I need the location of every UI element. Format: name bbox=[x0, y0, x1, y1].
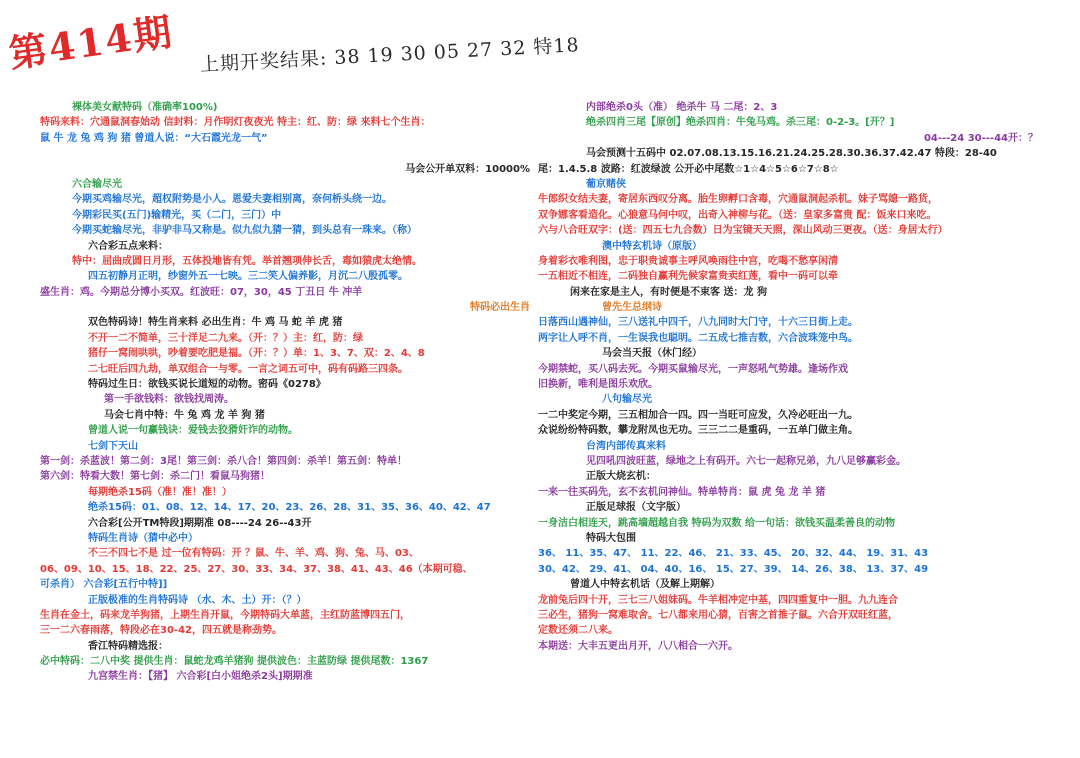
text-line: 今期彩民买(五门)输精光，买（二门，三门）中 bbox=[72, 209, 282, 221]
text-line bbox=[40, 146, 530, 161]
text-line: 牛郎织女结夫妻，寄居东西叹分离。胎生卵孵口含毒，穴通鼠洞起杀机。妹子骂媳一路货， bbox=[538, 194, 938, 206]
text-line: 第一剑：杀蓝波！第二剑：3尾！第三剑：杀八合！第四剑：杀羊！第五剑：特单！ bbox=[40, 455, 407, 467]
text-line: 不开一二不简单，三十洋足二九来。（开：？）主：红，防：绿 bbox=[88, 332, 363, 344]
text-line: 二七旺后四九劫，单双组合一与零。一言之词五可中，码有码路三四条。 bbox=[88, 363, 408, 375]
text-line: 一身洁白相连天，跳高墙超越自我 特码为双数 给一句话：欲钱买温柔善良的动物 bbox=[538, 517, 895, 529]
text-line: 36、 11、35、47、 11、22、46、 21、33、45、 20、32、44、 19、31、43 bbox=[538, 548, 929, 560]
text-line: 三必生，猪狗一窝难取舍。七八都来用心猜，百害之首推子鼠。六合开双旺红蓝， bbox=[538, 609, 898, 621]
text-line: 04---24 30---44开：？ bbox=[923, 132, 1038, 144]
text-line: 鼠 牛 龙 兔 鸡 狗 猪 曾道人说：“大石霞光龙一气” bbox=[40, 132, 268, 144]
text-line: 30、42、 29、41、 04、40、16、 15、27、39、 14、26、38、 13、37、49 bbox=[538, 563, 929, 575]
text-line: 裸体美女献特码（准确率100%) bbox=[72, 102, 218, 113]
text-line: 第一手欲钱料：欲钱找周涛。 bbox=[104, 394, 234, 406]
text-line: 可杀肖） 六合彩[五行中特]] bbox=[40, 579, 168, 591]
text-line: 每期绝杀15码（准！准！准！） bbox=[88, 486, 232, 498]
text-line: 绝杀15码：01、08、12、14、17、20、23、26、28、31、35、36、40、42、47 bbox=[88, 502, 491, 514]
text-line: 正版极准的生肖特码诗 （水、木、土）开：（？） bbox=[88, 594, 307, 606]
text-line: 马会当天报（休门经） bbox=[602, 348, 702, 360]
last-draw-result: 上期开奖结果: 38 19 30 05 27 32 特18 bbox=[199, 34, 581, 76]
text-line: 六与八合旺双字：(送：四五七九合数）日为宝镜天天照，深山风动三更夜。（送：身居太行） bbox=[538, 225, 948, 237]
text-line: 特码生肖诗（猜中必中） bbox=[88, 532, 198, 544]
text-line: 猪仔一窝闹哄哄，吵着要吃肥是福。（开：？）单：1、3、7、双：2、4、8 bbox=[88, 348, 425, 360]
text-line: 马会公开单双料：10000% bbox=[405, 163, 530, 175]
text-line: 两字让人呼不肖，一生误我也聪明。二五成七推吉数，六合波珠笼中鸟。 bbox=[538, 332, 858, 344]
text-line: 第六剑：特看大数！第七剑：杀二门！看鼠马狗猪！ bbox=[40, 471, 270, 483]
text-line: 定数还须二八来。 bbox=[538, 625, 618, 637]
text-line: 特码过生日：欲钱买说长道短的动物。密码《0278》 bbox=[88, 379, 326, 391]
text-line: 内部绝杀0头（准） 绝杀牛 马 二尾：2、3 bbox=[586, 102, 778, 113]
text-line: 生肖在金土，码来龙羊狗猪，上期生肖开鼠，今期特码大单蓝，主红防蓝博四五门， bbox=[40, 609, 410, 621]
text-line: 三一二六春雨落，特段必在30-42，四五就是称劲势。 bbox=[40, 625, 282, 637]
text-line: 一二中奖定今期，三五相加合一四。四一当旺可应发，久冷必旺出一九。 bbox=[538, 409, 858, 421]
text-line: 八句输尽光 bbox=[602, 394, 652, 406]
text-line: 一来一往买码先，玄不玄机问神仙。特单特肖：鼠 虎 兔 龙 羊 猪 bbox=[538, 486, 826, 498]
text-line: 见四吼四波旺蓝，绿地之上有码开。六七一起称兄弟，九八足够赢彩金。 bbox=[586, 455, 906, 467]
text-line: 双色特码诗！特生肖来料 必出生肖：牛 鸡 马 蛇 羊 虎 猪 bbox=[88, 317, 343, 329]
text-line: 日落西山遇神仙，三八送礼中四千，八九同时大门守，十六三日街上走。 bbox=[538, 317, 858, 329]
text-line: 曾先生总纲诗 bbox=[602, 302, 662, 314]
text-line: 本期送：大丰五更出月开，八八相合一六开。 bbox=[538, 640, 738, 652]
text-line: 必中特码：二八中奖 提供生肖：鼠蛇龙鸡羊猪狗 提供波色：主蓝防绿 提供尾数：1367 bbox=[40, 656, 429, 668]
text-line: 七剑下天山 bbox=[88, 440, 138, 452]
text-line: 绝杀四肖三尾【原创】绝杀四肖：牛兔马鸡。杀三尾：0-2-3。[开？] bbox=[586, 117, 895, 129]
text-line: 06、09、10、15、18、22、25、27、30、33、34、37、38、41、43、46（本期可稳、 bbox=[40, 563, 473, 575]
text-line: 九宫禁生肖：【猪】 六合彩[白小姐绝杀2头]期期准 bbox=[88, 671, 313, 683]
text-line: 马会预测十五码中 02.07.08.13.15.16.21.24.25.28.30.36.37.42.47 特段：28-40 bbox=[586, 148, 997, 160]
text-line: 正版大烧玄机： bbox=[586, 471, 656, 483]
text-line: 不三不四七不是 过一位有特码：开 ？鼠、牛、羊、鸡、狗、兔、马、03、 bbox=[88, 548, 419, 560]
text-line: 旧换新，唯利是图乐欢欣。 bbox=[538, 379, 658, 391]
text-line: 特码大包围 bbox=[586, 532, 636, 544]
text-line: 香江特码精选报： bbox=[88, 640, 168, 652]
text-line: 正版足球报（文字版） bbox=[586, 502, 686, 514]
text-line: 尾：1.4.5.8 波路：红波绿波 公开必中尾数☆1☆4☆5☆6☆7☆8☆ bbox=[538, 163, 839, 175]
text-line: 六合输尽光 bbox=[72, 178, 122, 190]
text-line: 澳中特玄机诗（原版） bbox=[602, 240, 702, 252]
issue-title: 第414期 bbox=[6, 8, 177, 77]
text-line: 今期禁蛇，买八码去死。今期买鼠输尽光，一声怒吼气势雄。逢场作戏 bbox=[538, 363, 848, 375]
text-line: 马会七肖中特：牛 兔 鸡 龙 羊 狗 猪 bbox=[104, 409, 265, 421]
text-line: 曾道人中特玄机话（及解上期解） bbox=[570, 579, 720, 591]
text-line: 今期买鸡输尽光，超权附势是小人。恩爱夫妻相别离，奈何桥头绕一边。 bbox=[72, 194, 392, 206]
right-column bbox=[538, 100, 1038, 714]
text-line: 闲来在家是主人，有时便是不束客 送：龙 狗 bbox=[570, 286, 767, 298]
text-line: 四五初静月正明，纱窗外五一七映。三二笑人偏养影，月沉二八殷孤零。 bbox=[88, 271, 408, 283]
text-line: 一五相近不相连，二码独自赢利先候家富贵卖红莲，看中一码可以牵 bbox=[538, 271, 838, 283]
text-line: 六合彩[公开TM特段]期期准 08----24 26--43开 bbox=[88, 517, 312, 529]
text-line: 葡京赌侠 bbox=[586, 178, 626, 190]
text-line: 台湾内部传真来料 bbox=[586, 440, 666, 452]
text-line: 双争娜客看造化。心狼意马何中叹，出奇入神柳与花。（送：皇家多富贵 配：饭来口来吃。 bbox=[538, 209, 937, 221]
text-line: 六合彩五点来料： bbox=[88, 240, 168, 252]
text-line: 身着彩衣唯利图，忠于职贵诚事主呼风唤雨往中宫，吃喝不愁享闲清 bbox=[538, 255, 838, 267]
text-line: 特码必出生肖 bbox=[470, 302, 530, 314]
text-line: 盛生肖：鸡。今期总分博小买双。红波旺：07，30，45 丁丑日 牛 冲羊 bbox=[40, 286, 363, 298]
text-line: 众说纷纷特码数，攀龙附凤也无功。三三二二是重码，一五单门做主角。 bbox=[538, 425, 858, 437]
text-line: 龙前兔后四十开，三七三八姐妹码。牛羊相冲定中基，四四重复中一胆。九九连合 bbox=[538, 594, 898, 606]
text-line: 特码来料：穴通鼠洞春始动 信封料：月作明灯夜夜光 特主：红、防：绿 来料七个生肖： bbox=[40, 117, 431, 129]
text-line: 特中：屈曲成圆日月形，五体投地皆有凭。举首翘项伸长舌，毒如猿虎太绝情。 bbox=[72, 255, 422, 267]
text-line: 曾道人说一句赢钱诀：爱钱去狡猾奸诈的动物。 bbox=[88, 425, 298, 437]
left-column bbox=[40, 100, 530, 728]
text-line: 今期买蛇输尽光，非驴非马又称是。似九似九猜一猜，到头总有一珠来。（称） bbox=[72, 225, 417, 237]
